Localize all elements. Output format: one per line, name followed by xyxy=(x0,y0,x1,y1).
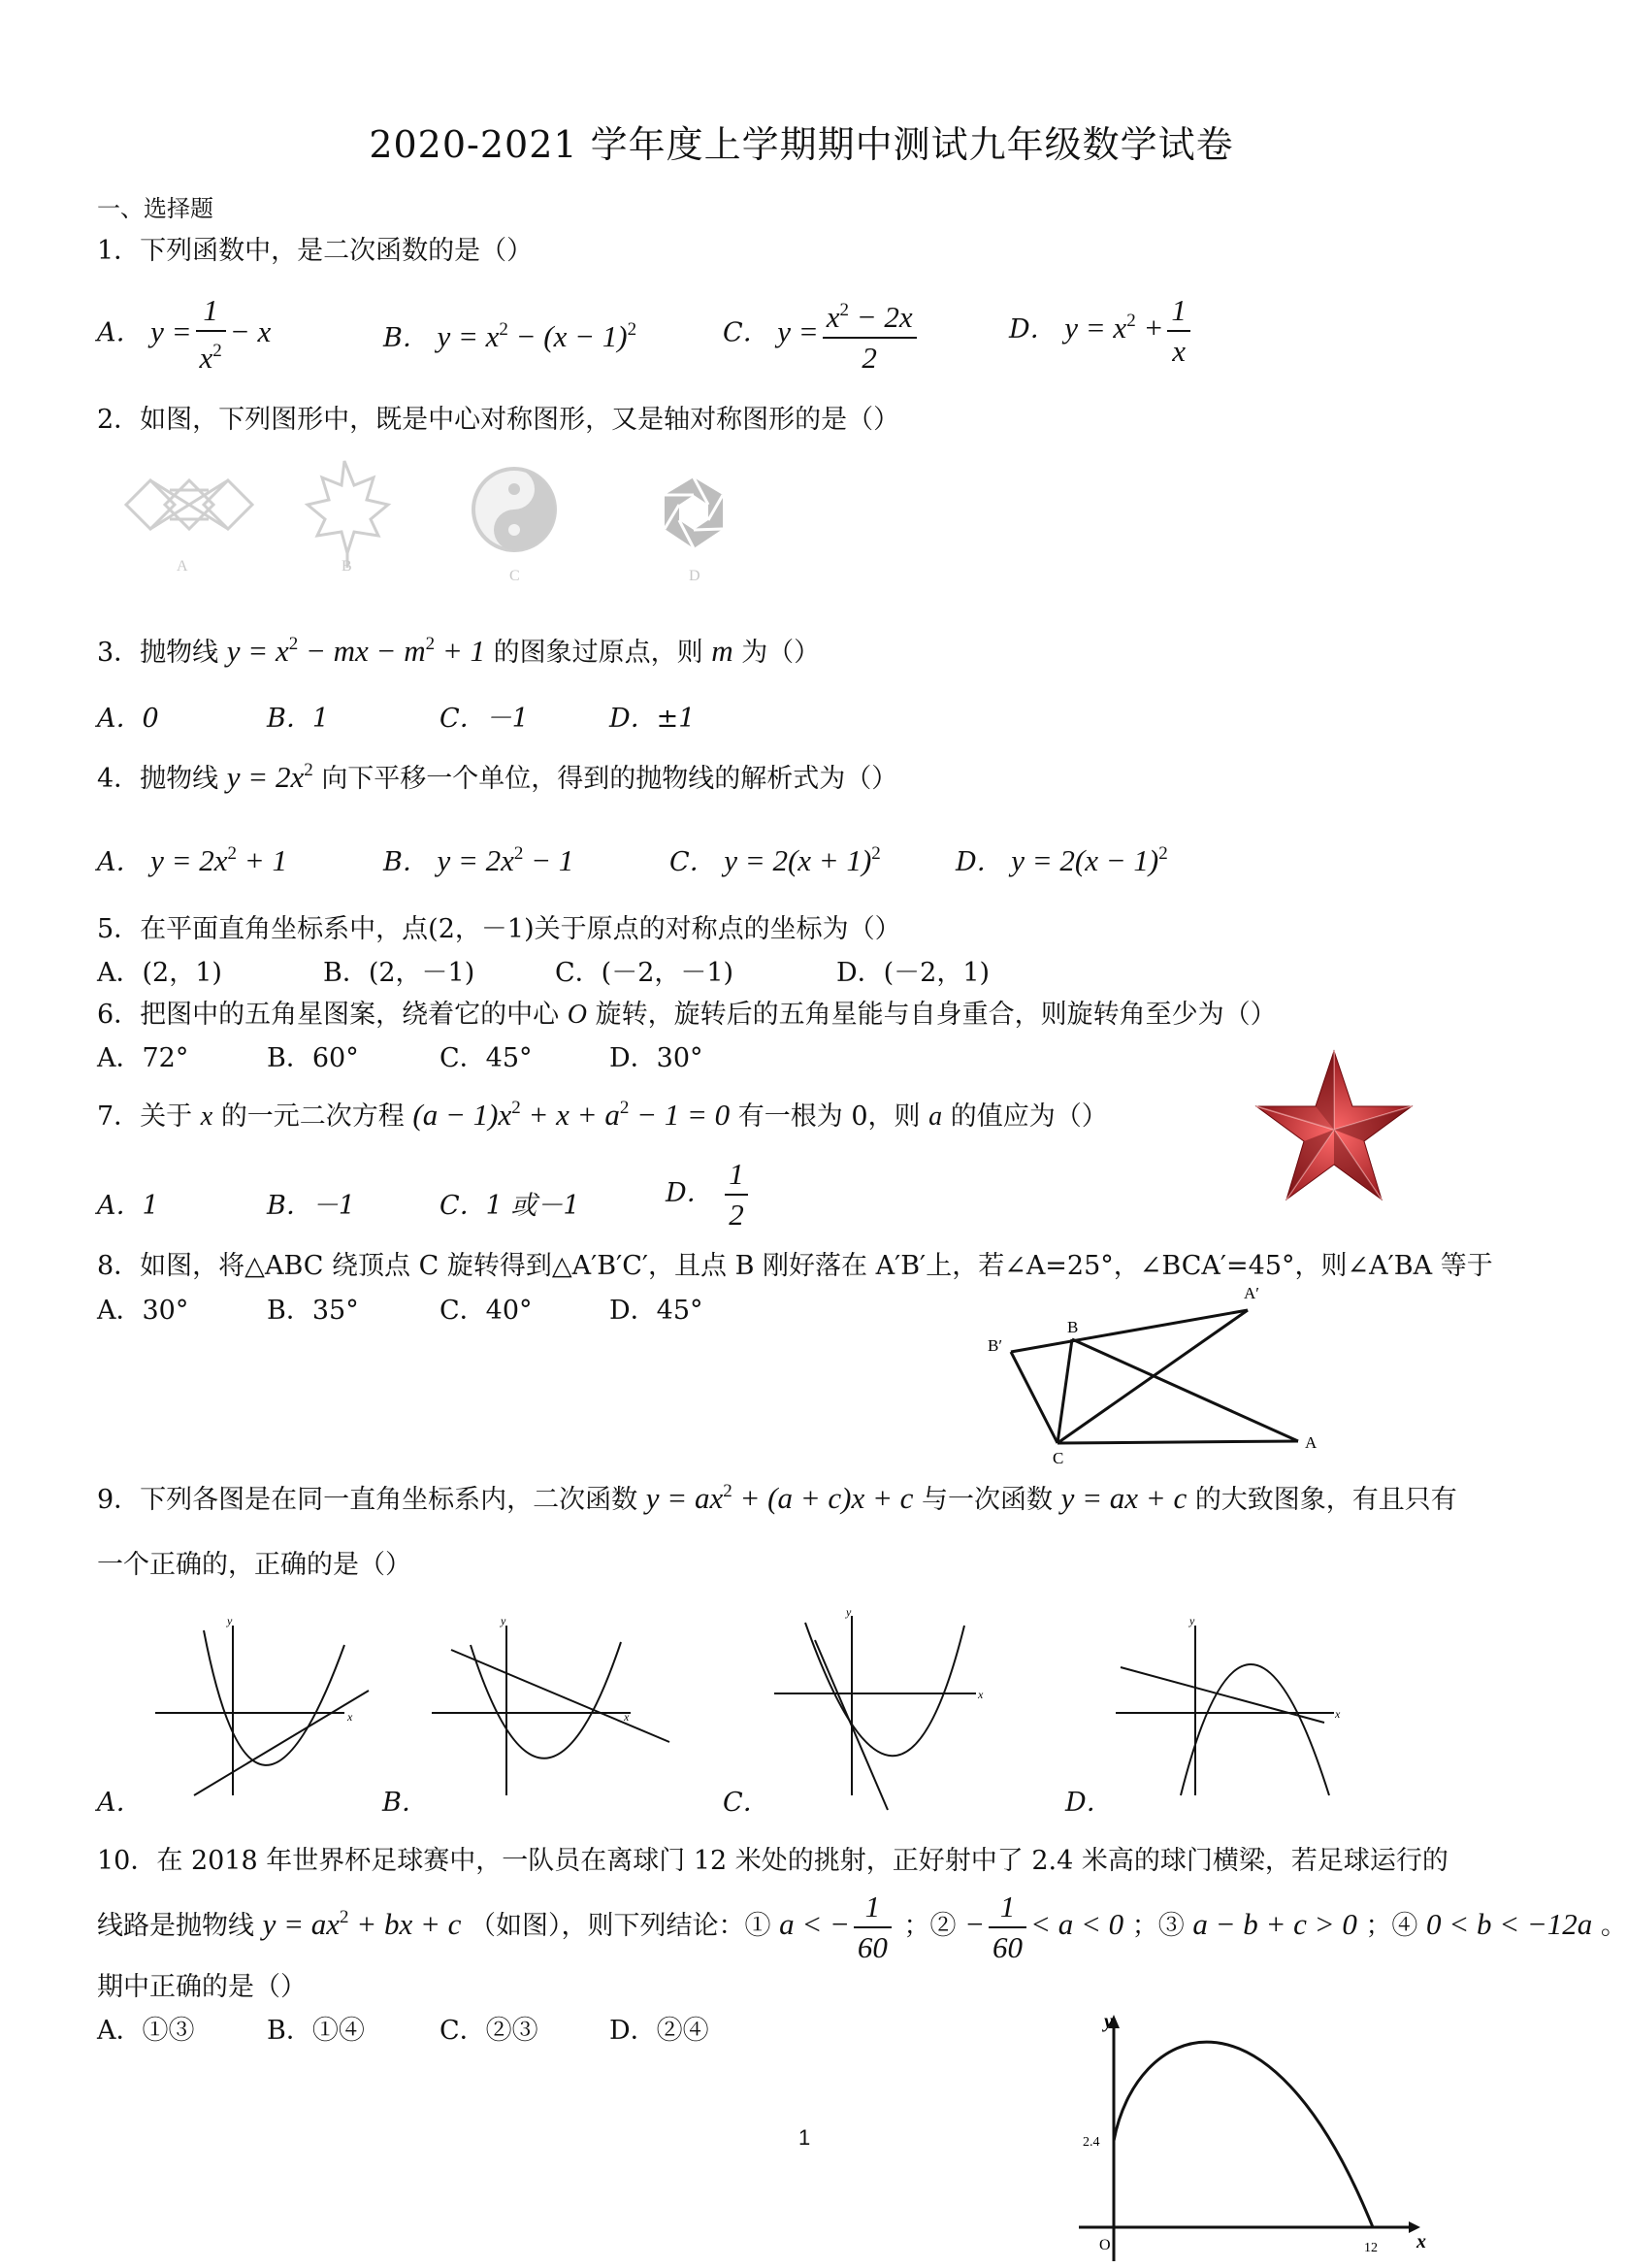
q8-segment-c-a xyxy=(1058,1441,1298,1443)
q10-option-a[interactable]: A．①③ xyxy=(97,2016,195,2046)
q8-label-b: B xyxy=(1067,1318,1079,1336)
q10-stem-line2-pre: 线路是抛物线 xyxy=(97,1911,254,1942)
q1-option-b-formula: $y = x^2 - (x - 1)^2$ xyxy=(437,319,637,353)
q9-stem-mid: 与一次函数 xyxy=(922,1485,1053,1515)
q1-option-c[interactable] xyxy=(723,291,921,378)
q9-graph-a-y-label: y xyxy=(227,1614,233,1627)
q6-stem-var: O xyxy=(567,1000,588,1030)
q4-option-b-label: B． xyxy=(383,847,429,877)
q1-option-b-label: B． xyxy=(383,323,429,353)
q9-formula-linear: y = ax + c xyxy=(1060,1481,1188,1515)
q3-stem-pre: 3．抛物线 xyxy=(97,638,219,668)
q6-option-b[interactable]: B．60° xyxy=(267,1043,359,1073)
q5-option-d[interactable]: D．(－2，1) xyxy=(836,958,991,988)
q7-option-d[interactable] xyxy=(666,1155,752,1234)
q2-stem: 2．如图，下列图形中，既是中心对称图形，又是轴对称图形的是（） xyxy=(97,405,900,435)
q8-label-b-prime: B′ xyxy=(988,1336,1003,1355)
q3-stem-end: 为（） xyxy=(741,638,821,668)
q4-option-d[interactable] xyxy=(956,840,1168,878)
q1-option-b[interactable] xyxy=(383,316,636,354)
q1-stem: 1．下列函数中，是二次函数的是（） xyxy=(97,236,534,266)
q3-formula: $y = x^2$ − mx − $m^2 + 1$ xyxy=(226,634,486,668)
q4-stem xyxy=(97,757,897,795)
q1-option-d[interactable] xyxy=(1009,291,1194,371)
q9-graph-b-y-label: y xyxy=(501,1614,506,1627)
q5-option-c[interactable]: C．(－2，－1) xyxy=(555,958,734,988)
q7-stem-pre: 7．关于 xyxy=(97,1101,193,1132)
q9-formula-quadratic: $y = ax^2 + (a + c)x + c$ xyxy=(645,1481,914,1515)
q7-stem-post: 有一根为 0，则 xyxy=(737,1101,921,1132)
q1-option-d-label: D． xyxy=(1009,314,1057,345)
q10-end: 。 xyxy=(1600,1911,1627,1942)
page-number: 1 xyxy=(798,2125,811,2150)
q6-option-a[interactable]: A．72° xyxy=(97,1043,189,1073)
q9-graph-b[interactable] xyxy=(432,1626,669,1795)
q1-option-a-label: A． xyxy=(97,317,143,348)
q7-option-c[interactable]: C．1 或－1 xyxy=(439,1191,580,1221)
q2-figure-d-aperture[interactable] xyxy=(665,477,723,548)
q8-option-a[interactable]: A．30° xyxy=(97,1296,189,1326)
q3-option-c[interactable]: C．－1 xyxy=(439,704,529,734)
q8-option-d[interactable]: D．45° xyxy=(609,1296,703,1326)
q7-stem-var2: a xyxy=(928,1101,943,1132)
q7-option-d-formula: $\frac{1}{2}$ xyxy=(721,1174,752,1208)
q2-figures xyxy=(116,456,757,592)
q8-triangle-figure xyxy=(980,1281,1339,1465)
q9-graph-a[interactable] xyxy=(155,1626,369,1795)
q6-stem-post: 旋转，旋转后的五角星能与自身重合，则旋转角至少为（） xyxy=(595,1000,1277,1030)
q5-option-b[interactable]: B．(2，－1) xyxy=(323,958,475,988)
q10-option-d[interactable]: D．②④ xyxy=(609,2016,709,2046)
q7-option-d-label: D． xyxy=(666,1178,713,1209)
q10-conclusion-4: 0 < b < −12a xyxy=(1426,1907,1593,1942)
q10-sep-4: ；④ xyxy=(1365,1911,1418,1942)
q2-figure-b-label: B xyxy=(342,558,352,575)
q8-label-a: A xyxy=(1305,1433,1318,1452)
q9-stem-line1 xyxy=(97,1478,1457,1516)
q3-stem xyxy=(97,631,820,669)
q7-option-a[interactable]: A．1 xyxy=(97,1191,159,1221)
page-title: 2020-2021 学年度上学期期中测试九年级数学试卷 xyxy=(369,123,1234,166)
q2-figure-b-maple-leaf[interactable] xyxy=(308,461,388,568)
q7-stem-end: 的值应为（） xyxy=(950,1101,1108,1132)
q8-stem: 8．如图，将△ABC 绕顶点 C 旋转得到△A′B′C′，且点 B 刚好落在 A′B′上，若∠A=25°，∠BCA′=45°，则∠A′BA 等于 xyxy=(97,1251,1493,1281)
q10-y-mark: 2.4 xyxy=(1083,2135,1100,2150)
q10-sep-3: ；③ xyxy=(1131,1911,1185,1942)
q5-option-a[interactable]: A．(2，1) xyxy=(97,958,222,988)
q4-stem-post: 向下平移一个单位，得到的抛物线的解析式为（） xyxy=(321,764,898,794)
q4-option-a[interactable] xyxy=(97,840,287,878)
q4-option-b[interactable] xyxy=(383,840,573,878)
q9-graph-c-y-label: y xyxy=(846,1605,852,1619)
q6-stem-pre: 6．把图中的五角星图案，绕着它的中心 xyxy=(97,1000,560,1030)
q3-stem-post: 的图象过原点，则 xyxy=(493,638,703,668)
q7-formula: $(a - 1)x^2 + x + a^2 - 1 = 0$ xyxy=(412,1098,731,1132)
q9-graph-d[interactable] xyxy=(1116,1626,1334,1795)
q9-option-a[interactable]: A． xyxy=(97,1788,143,1818)
q9-option-c[interactable]: C． xyxy=(723,1788,769,1818)
q1-option-c-formula: y = $\frac{x^2 - 2x}{2}$ xyxy=(777,314,920,348)
q2-figure-d-label: D xyxy=(689,568,700,584)
q2-figure-c-yin-yang[interactable] xyxy=(473,469,555,550)
q10-y-label: y xyxy=(1104,2011,1113,2032)
q10-origin-label: O xyxy=(1099,2237,1111,2253)
q10-conclusion-1: a < − $\frac{1}{60}$ xyxy=(779,1907,895,1941)
q1-option-a-formula: y = $\frac{1}{x^2}$ − x xyxy=(150,293,272,375)
q9-graph-a-x-label: x xyxy=(347,1710,353,1724)
q9-graph-d-y-label: y xyxy=(1189,1614,1195,1627)
q6-stem xyxy=(97,993,1277,1031)
q10-x-label: x xyxy=(1416,2231,1426,2252)
q9-graph-c-x-label: x xyxy=(978,1688,984,1701)
q9-option-b[interactable]: B． xyxy=(382,1788,428,1818)
q7-option-b[interactable]: B．－1 xyxy=(267,1191,356,1221)
q8-segment-b-prime-c xyxy=(1011,1352,1058,1443)
q5-stem: 5．在平面直角坐标系中，点(2，－1)关于原点的对称点的坐标为（） xyxy=(97,914,901,944)
q1-option-c-label: C． xyxy=(723,317,769,348)
q10-formula: $y = ax^2$ + bx + c xyxy=(262,1907,462,1942)
q10-parabola xyxy=(1114,2042,1373,2227)
q10-conclusion-2: − $\frac{1}{60}$ < a < 0 xyxy=(964,1890,1124,1964)
q8-label-c: C xyxy=(1053,1449,1064,1467)
q10-stem-line2 xyxy=(97,1888,1627,1967)
q4-stem-pre: 4．抛物线 xyxy=(97,764,219,794)
q9-stem-post: 的大致图象，有且只有 xyxy=(1194,1485,1457,1515)
q4-option-d-formula: $y = 2(x - 1)^2$ xyxy=(1011,843,1168,877)
q9-stem-pre: 9．下列各图是在同一直角坐标系内，二次函数 xyxy=(97,1485,638,1515)
q1-option-d-formula: $y = x^2$ + $\frac{1}{x}$ xyxy=(1064,311,1194,345)
q10-option-b[interactable]: B．①④ xyxy=(267,2016,365,2046)
q2-figure-a-label: A xyxy=(177,558,188,575)
q4-option-b-formula: $y = 2x^2 - 1$ xyxy=(437,843,574,877)
q3-option-a[interactable]: A．0 xyxy=(97,704,159,734)
q7-stem xyxy=(97,1095,1108,1133)
q8-option-b[interactable]: B．35° xyxy=(267,1296,359,1326)
q4-option-c-label: C． xyxy=(669,847,716,877)
q8-segment-b-c xyxy=(1058,1339,1072,1443)
q6-option-d[interactable]: D．30° xyxy=(609,1043,703,1073)
q8-option-c[interactable]: C．40° xyxy=(439,1296,533,1326)
q2-figure-a-knot[interactable] xyxy=(126,480,252,529)
five-point-star-figure xyxy=(1252,1046,1416,1206)
q6-option-c[interactable]: C．45° xyxy=(439,1043,533,1073)
q9-graph-c[interactable] xyxy=(774,1616,976,1810)
q8-label-a-prime: A′ xyxy=(1244,1284,1259,1302)
q4-option-a-label: A． xyxy=(97,847,143,877)
q10-stem-line3: 期中正确的是（） xyxy=(97,1972,307,2002)
q10-trajectory-graph xyxy=(1067,2007,1446,2264)
q10-sep-2: ；② xyxy=(903,1911,957,1942)
q7-stem-mid: 的一元二次方程 xyxy=(220,1101,405,1132)
q4-option-a-formula: $y = 2x^2 + 1$ xyxy=(150,843,287,877)
q4-option-c-formula: $y = 2(x + 1)^2$ xyxy=(724,843,881,877)
q3-option-b[interactable]: B．1 xyxy=(267,704,330,734)
q1-option-a[interactable] xyxy=(97,291,271,378)
q8-segment-b-prime-a-prime xyxy=(1011,1310,1248,1352)
q9-stem-line2: 一个正确的，正确的是（） xyxy=(97,1550,411,1580)
q10-stem-line1: 10．在 2018 年世界杯足球赛中，一队员在离球门 12 米处的挑射，正好射中了 2.4 米高的球门横梁，若足球运行的 xyxy=(97,1846,1448,1876)
q3-option-d[interactable]: D．±1 xyxy=(609,704,696,734)
q10-x-mark: 12 xyxy=(1364,2241,1378,2255)
q10-stem-line2-post: （如图），则下列结论：① xyxy=(469,1911,771,1942)
q3-stem-var: m xyxy=(711,634,733,668)
q4-option-c[interactable] xyxy=(669,840,881,878)
q2-figure-c-label: C xyxy=(509,568,520,584)
q4-formula: $y = 2x^2$ xyxy=(226,760,313,794)
q9-option-d[interactable]: D． xyxy=(1065,1788,1113,1818)
q9-graph-d-x-label: x xyxy=(1335,1707,1341,1721)
q7-stem-var: x xyxy=(200,1101,213,1132)
section-heading: 一、选择题 xyxy=(97,195,213,222)
q9-graph-b-x-label: x xyxy=(624,1710,630,1724)
q10-option-c[interactable]: C．②③ xyxy=(439,2016,538,2046)
q10-conclusion-3: a − b + c > 0 xyxy=(1192,1907,1357,1942)
q4-option-d-label: D． xyxy=(956,847,1003,877)
